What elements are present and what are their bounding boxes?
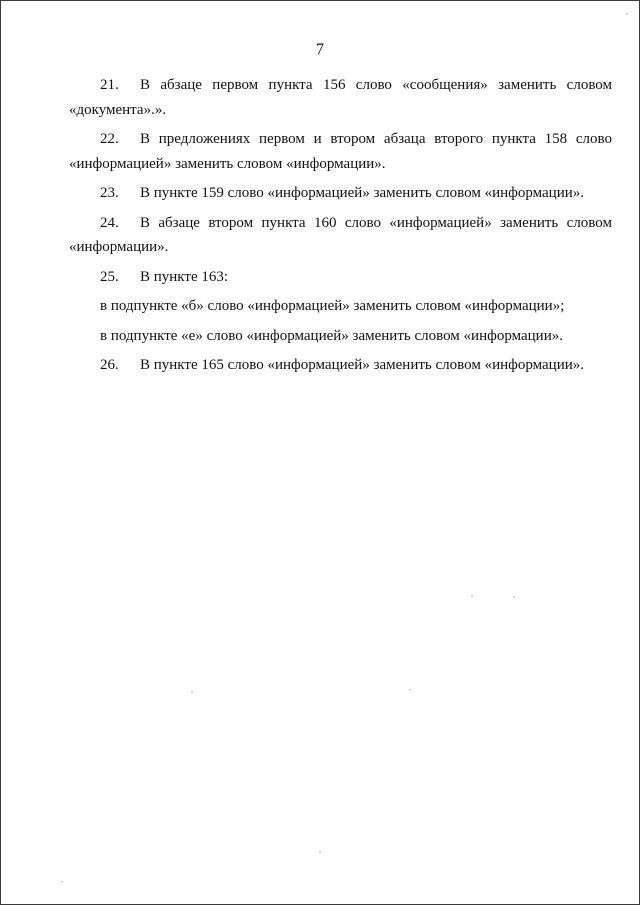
item-24 — [69, 211, 612, 260]
item-25-line1 — [69, 265, 612, 290]
scan-speck — [319, 851, 321, 853]
scan-speck — [513, 596, 515, 598]
scan-speck — [61, 881, 63, 883]
item-23-number: 23. — [100, 185, 119, 201]
item-24-line1 — [69, 211, 612, 236]
scan-speck — [626, 13, 628, 15]
item-22 — [69, 127, 612, 176]
item-26 — [69, 353, 612, 378]
item-23-text: В пункте 159 слово «информацией» заменить словом «информации». — [140, 185, 585, 201]
item-21 — [69, 73, 612, 122]
item-24-number: 24. — [100, 214, 119, 231]
item-26-text: В пункте 165 слово «информацией» заменить словом «информации». — [140, 357, 585, 373]
item-22-line2: «информацией» заменить словом «информации». — [69, 155, 386, 172]
item-23-line1 — [69, 181, 612, 206]
item-25-text: В пункте 163: — [140, 268, 229, 285]
item-21-line1 — [69, 73, 612, 98]
scan-speck — [191, 691, 193, 693]
item-25-number: 25. — [100, 268, 119, 285]
item-22-text: В предложениях первом и втором абзаца второго пункта 158 слово — [140, 131, 612, 147]
item-24-text: В абзаце втором пункта 160 слово «информацией» заменить словом — [140, 214, 612, 231]
item-22-number: 22. — [100, 131, 119, 147]
item-26-number: 26. — [100, 357, 119, 373]
scan-speck — [471, 595, 473, 597]
item-21-line2: «документа».». — [69, 101, 167, 118]
scan-speck — [409, 689, 411, 691]
item-25 — [69, 265, 612, 290]
item-21-number: 21. — [100, 77, 119, 93]
item-24-line2: «информации». — [69, 239, 169, 255]
page-number: 7 — [316, 41, 324, 58]
item-25-subitem-b: в подпункте «б» слово «информацией» заменить словом «информации»; — [100, 298, 565, 314]
item-26-line1 — [69, 353, 612, 378]
document-body — [69, 73, 612, 383]
item-21-text: В абзаце первом пункта 156 слово «сообщения» заменить словом — [140, 77, 612, 93]
item-25-subitem-e: в подпункте «е» слово «информацией» заменить словом «информации». — [100, 327, 563, 344]
item-23 — [69, 181, 612, 206]
item-22-line1 — [69, 127, 612, 152]
